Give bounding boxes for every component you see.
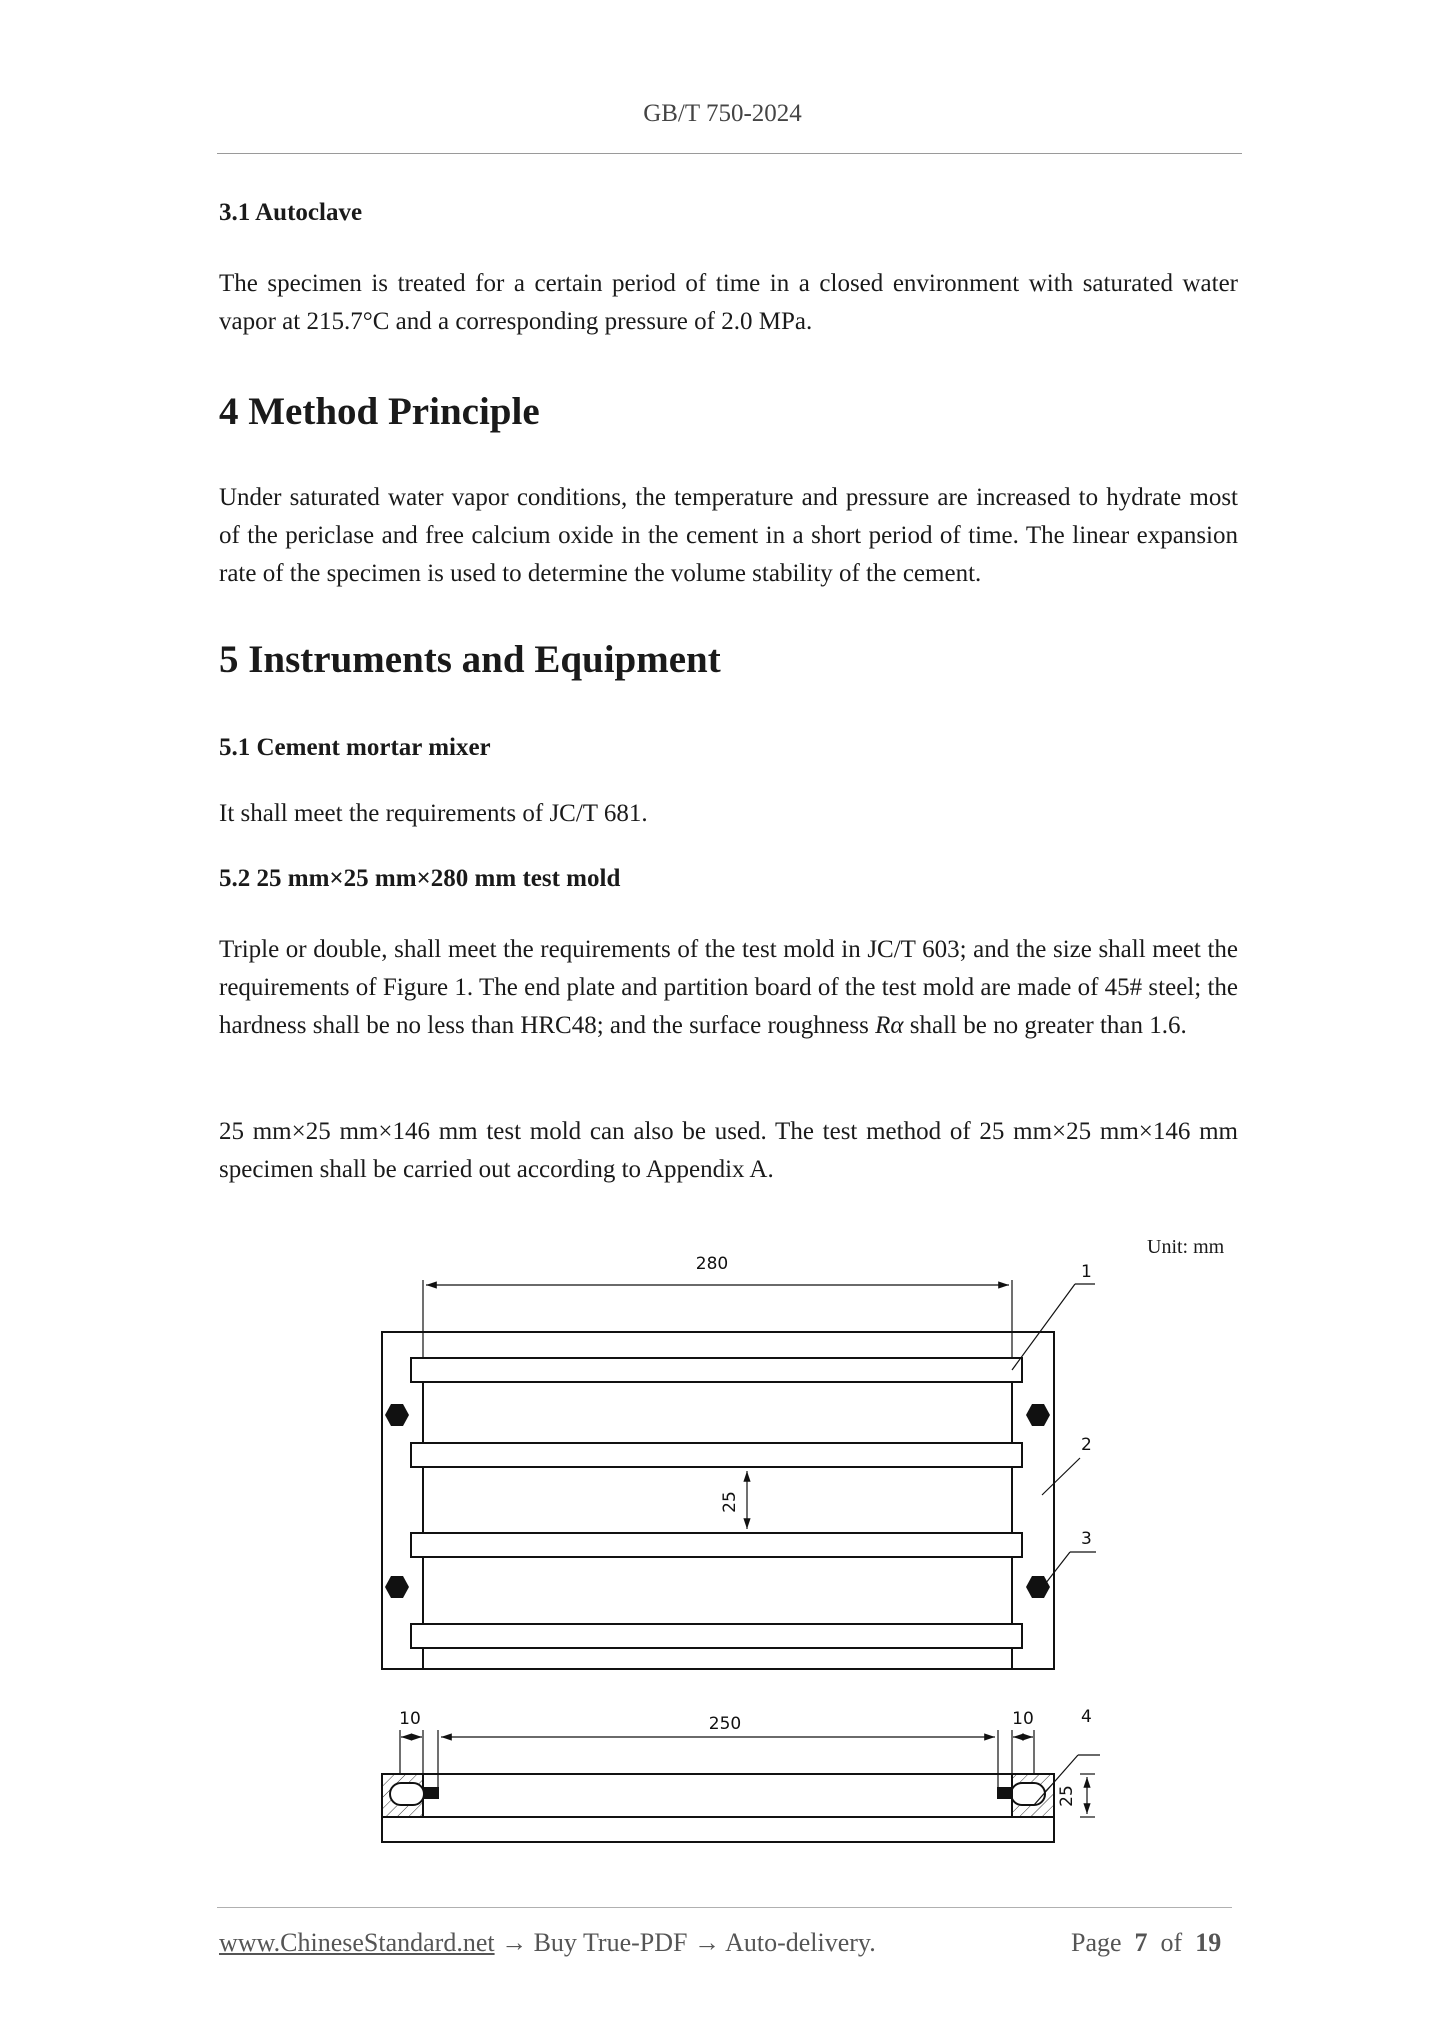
- footer-promo: [219, 1928, 876, 1958]
- of-word: of: [1160, 1928, 1183, 1957]
- paragraph-method-principle: Under saturated water vapor conditions, the temperature and pressure are increased to hydrate most of the periclase and free calcium oxide in the cement in a short period of time. The linear expansion rate of the specimen is used to determine the volume stability of the cement.: [219, 484, 1238, 587]
- delivery-text: Auto-delivery.: [725, 1928, 876, 1957]
- callout-1: 1: [1081, 1262, 1092, 1282]
- dim-end-left-label: 10: [399, 1709, 421, 1729]
- callout-3: 3: [1081, 1529, 1092, 1549]
- current-page: 7: [1134, 1928, 1148, 1957]
- test-mold-text-b: shall be no greater than 1.6.: [903, 1012, 1187, 1039]
- dim-inner-label: 250: [708, 1714, 742, 1734]
- buy-text: Buy True-PDF: [533, 1928, 688, 1957]
- dim-height-label: 25: [1057, 1785, 1077, 1807]
- dim-length-label: 280: [695, 1254, 729, 1274]
- paragraph-test-mold: [219, 931, 1238, 1045]
- paragraph-alt-mold: 25 mm×25 mm×146 mm test mold can also be used. The test method of 25 mm×25 mm×146 mm specimen shall be carried out according to Appendix A.: [219, 1118, 1238, 1183]
- heading-5: 5 Instruments and Equipment: [219, 638, 721, 681]
- roughness-symbol: Rα: [875, 1012, 904, 1039]
- test-mold-text-a: Triple or double, shall meet the requirements of the test mold in JC/T 603; and the size shall meet the requirements of Figure 1. The end plate and partition board of the test mold are made of 45# steel; the hardness shall be no less than HRC48; and the surface roughness: [219, 936, 1238, 1039]
- side-view: [382, 1774, 1054, 1842]
- page-word: Page: [1071, 1928, 1122, 1957]
- document-code: GB/T 750-2024: [643, 100, 802, 127]
- header-divider: [217, 153, 1242, 154]
- heading-5-2: 5.2 25 mm×25 mm×280 mm test mold: [219, 865, 621, 892]
- hex-bolts: [385, 1404, 1050, 1598]
- dim-slot-label: 25: [720, 1491, 740, 1513]
- test-mold-drawing: [360, 1220, 1120, 1860]
- heading-4: 4 Method Principle: [219, 390, 540, 433]
- total-pages: 19: [1195, 1928, 1222, 1957]
- unit-label: Unit: mm: [1147, 1236, 1225, 1258]
- test-mold-figure: [360, 1220, 1120, 1860]
- site-link[interactable]: www.ChineseStandard.net: [219, 1928, 495, 1957]
- heading-5-1: 5.1 Cement mortar mixer: [219, 734, 491, 761]
- dim-end-right-label: 10: [1012, 1709, 1034, 1729]
- paragraph-mixer: It shall meet the requirements of JC/T 681.: [219, 800, 648, 827]
- paragraph-autoclave: The specimen is treated for a certain period of time in a closed environment with saturated water vapor at 215.7°C and a corresponding pressure of 2.0 MPa.: [219, 270, 1238, 335]
- callout-2: 2: [1081, 1435, 1092, 1455]
- heading-3-1: 3.1 Autoclave: [219, 199, 363, 226]
- footer-divider: [217, 1907, 1232, 1908]
- arrow-icon: →: [501, 1928, 528, 1957]
- callout-4: 4: [1081, 1707, 1092, 1727]
- page-number: [1071, 1928, 1221, 1958]
- arrow-icon: →: [694, 1928, 720, 1957]
- dim-length: [423, 1280, 1012, 1358]
- top-view: [382, 1332, 1054, 1669]
